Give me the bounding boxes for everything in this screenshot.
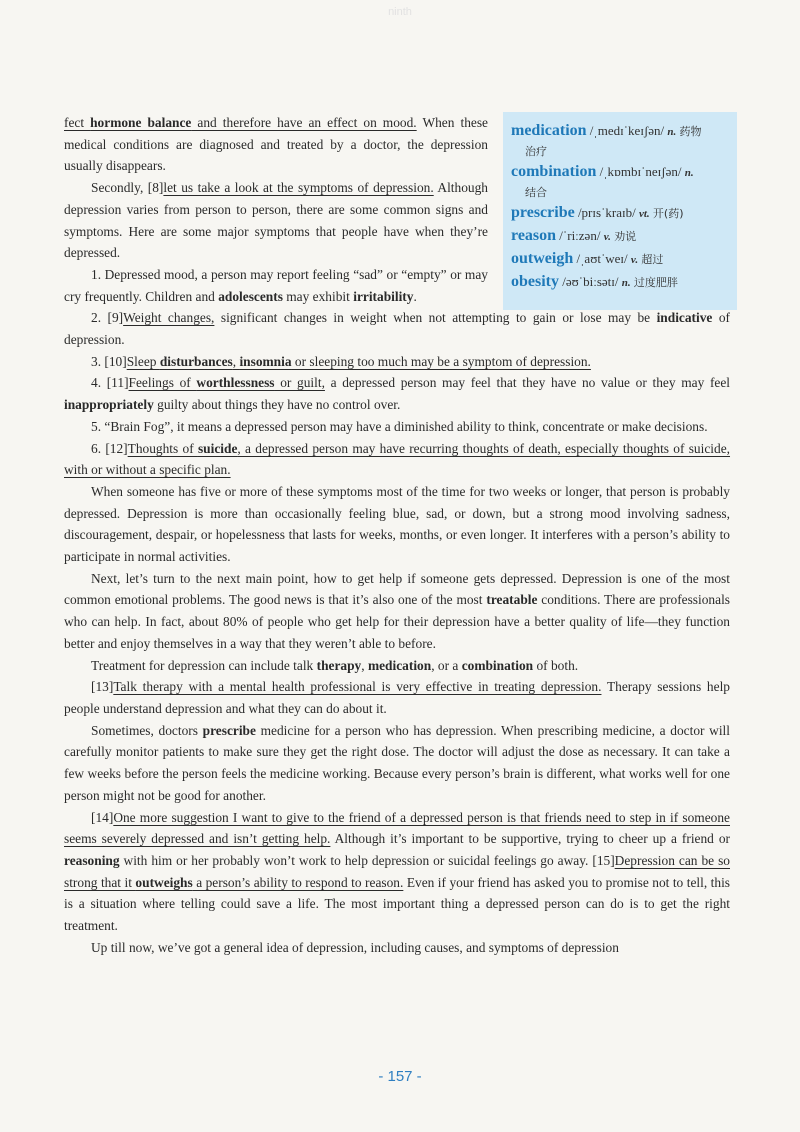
paragraph: When someone has five or more of these symptoms most of the time for two weeks or longer, that person is probably depressed. Depression is more than occasionally feeling blue, sad, or down, but a strong mood involving sadness, discouragement, despair, or hopelessness that lasts for weeks, months, or even longer. It interferes with a person’s ability to participate in normal activities. <box>64 483 730 565</box>
vocab-word: outweigh <box>511 250 574 267</box>
vocab-pos: v. <box>603 231 611 243</box>
page-number: - 157 - <box>378 1068 422 1085</box>
vocab-pos: v. <box>630 254 639 266</box>
vocab-pos: n. <box>684 167 694 179</box>
vocab-phonetic: /ˌkɒmbɪˈneɪʃən/ <box>599 164 682 179</box>
vocab-meaning: 劝说 <box>614 230 637 243</box>
vocab-pos: vt. <box>638 208 650 220</box>
vocab-word: prescribe <box>511 204 575 221</box>
underlined-sentence: Sleep disturbances, insomnia or sleeping too much may be a symptom of depression. <box>126 353 591 369</box>
underlined-sentence: Depression can be so strong that it outweighs a person’s ability to respond to reason. <box>64 852 730 890</box>
body-text <box>64 112 730 958</box>
underlined-sentence: Weight changes, <box>123 310 215 326</box>
vocab-phonetic: /ˌmedɪˈkeɪʃən/ <box>589 123 665 138</box>
vocab-phonetic: /ˈriːzən/ <box>559 228 601 243</box>
underlined-sentence: Talk therapy with a mental health professional is very effective in treating depression. <box>113 679 602 695</box>
paragraph: 2. [9]Weight changes, significant changes in weight when not attempting to gain or lose may be indicative of depression. <box>64 310 730 348</box>
paragraph: 3. [10]Sleep disturbances, insomnia or sleeping too much may be a symptom of depression. <box>91 353 591 369</box>
vocab-phonetic: /əʊˈbiːsətɪ/ <box>562 274 619 289</box>
paragraph: 4. [11]Feelings of worthlessness or guilt, a depressed person may feel that they have no value or they may feel inappropriately guilty about things they have no control over. <box>64 375 731 413</box>
vocab-meaning-cont: 结合 <box>525 186 547 199</box>
underlined-sentence: let us take a look at the symptoms of depression. <box>163 180 434 196</box>
vocab-pos: n. <box>621 277 631 289</box>
underlined-sentence: Feelings of worthlessness or guilt, <box>128 375 325 391</box>
vocab-phonetic: /prɪsˈkraɪb/ <box>577 205 636 220</box>
vocab-word: medication <box>511 122 587 139</box>
vocab-meaning: 过度肥胖 <box>633 276 678 289</box>
paragraph: [13]Talk therapy with a mental health professional is very effective in treating depression. Therapy sessions help people understand depression and what they can do about it. <box>64 679 730 716</box>
vocab-word: combination <box>511 163 597 180</box>
vocab-meaning: 超过 <box>641 253 664 266</box>
underlined-sentence: fect hormone balance and therefore have an effect on mood. <box>64 115 417 130</box>
vocab-phonetic: /ˌaʊtˈweɪ/ <box>576 251 628 266</box>
paragraph: Secondly, [8]let us take a look at the symptoms of depression. Although depression varies from person to person, there are some common signs and symptoms. Here are some major symptoms that people have when they’re depressed. <box>64 180 489 261</box>
paragraph: Sometimes, doctors prescribe medicine for a person who has depression. When prescribing medicine, a doctor will carefully monitor patients to make sure they get the right dose. The doctor will adjust the dose as necessary. It can take a few weeks before the person feels the medicine working. Because every person’s brain is different, what works well for one person might not be good for another. <box>64 722 730 803</box>
underlined-sentence: One more suggestion I want to give to the friend of a depressed person is that friends need to step in if someone seems severely depressed and isn’t getting help. <box>64 809 730 847</box>
vocab-meaning-cont: 治疗 <box>525 145 547 158</box>
paragraph: Treatment for depression can include talk therapy, medication, or a combination of both. <box>91 657 579 673</box>
paragraph: Next, let’s turn to the next main point, how to get help if someone gets depressed. Depression is one of the most common emotional problems. The good news is that it’s also one of the most treatable conditions. There are professionals who can help. In fact, about 80% of people who get help for their depression have a better quality of life—they function better and enjoy themselves in a way that they weren’t able to before. <box>64 570 731 651</box>
paragraph: 5. “Brain Fog”, it means a depressed person may have a diminished ability to think, concentrate or make decisions. <box>91 418 708 434</box>
paragraph: 6. [12]Thoughts of suicide, a depressed person may have recurring thoughts of death, especially thoughts of suicide, with or without a specific plan. <box>64 440 731 478</box>
vocab-word: obesity <box>511 273 559 290</box>
paragraph: [14]One more suggestion I want to give to the friend of a depressed person is that friends need to step in if someone seems severely depressed and isn’t getting help. Although it’s important to be supportive, trying to cheer up a friend or reasoning with him or her probably won’t work to help depression or suicidal feelings go away. [15]Depression can be so strong that it outweighs a person’s ability to respond to reason. Even if your friend has asked you to promise not to tell, this is a situation where telling could save a life. The most important thing a depressed person can do is to get the right treatment. <box>64 809 730 934</box>
paragraph: 1. Depressed mood, a person may report feeling “sad” or “empty” or may cry frequently. Children and adolescents may exhibit irritability. <box>64 266 488 304</box>
vocab-word: reason <box>511 227 557 244</box>
paragraph: Up till now, we’ve got a general idea of depression, including causes, and symptoms of depression <box>91 939 619 955</box>
vocab-pos: n. <box>667 126 677 138</box>
underlined-sentence: Thoughts of suicide, a depressed person may have recurring thoughts of death, especially thoughts of suicide, with or without a specific plan. <box>64 440 731 478</box>
vocab-meaning: 开(药) <box>652 207 684 220</box>
paragraph: fect hormone balance and therefore have an effect on mood. When these medical conditions are diagnosed and treated by a doctor, the depression usually disappears. <box>64 115 488 174</box>
header-watermark: ninth <box>388 6 412 18</box>
vocab-meaning: 药物 <box>679 125 702 138</box>
